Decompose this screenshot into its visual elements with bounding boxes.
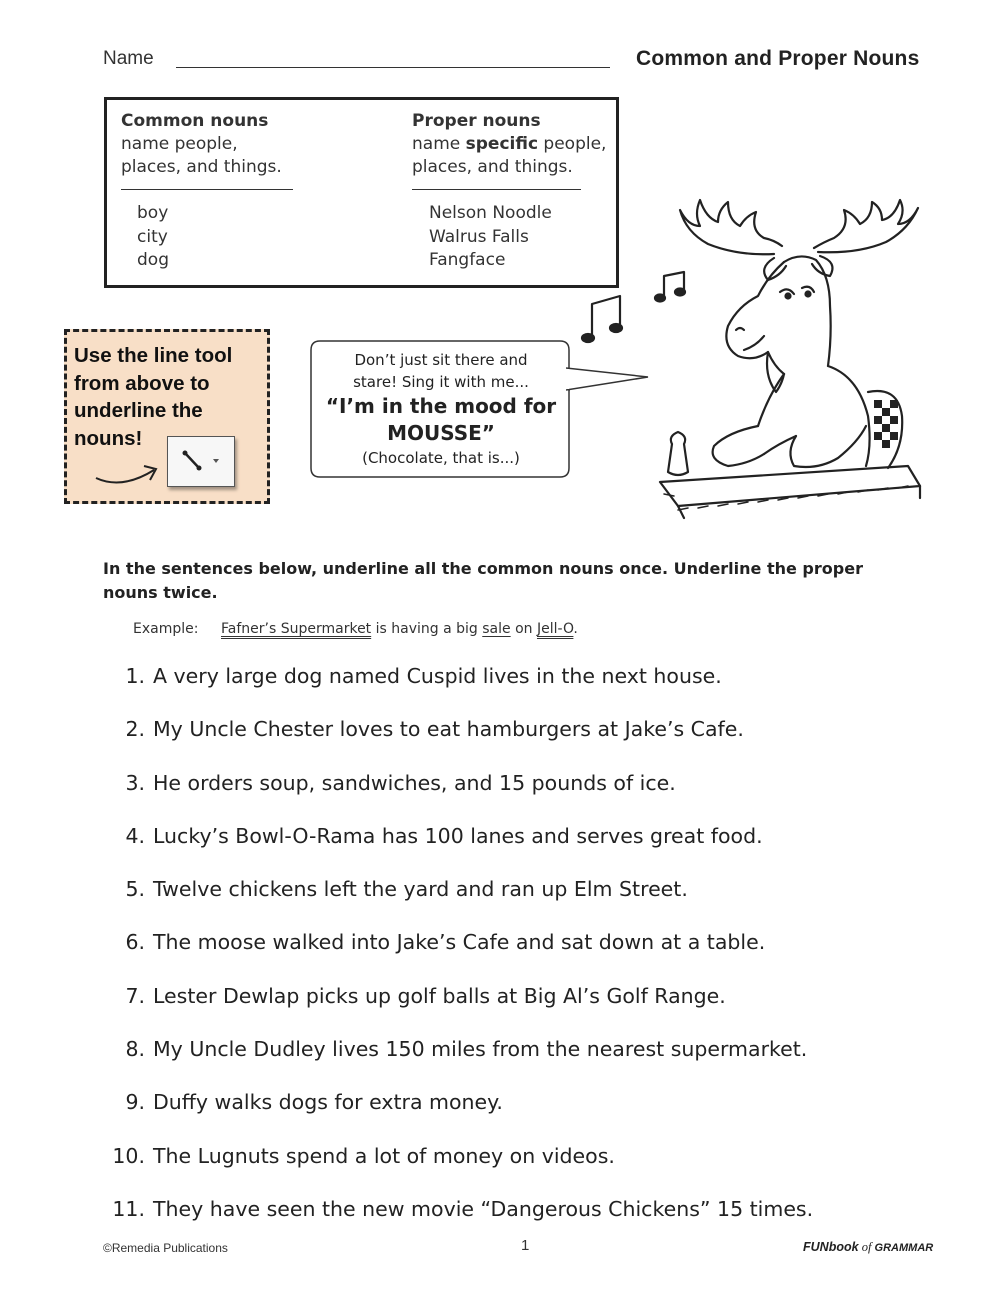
sentence-number: 3. (125, 770, 145, 795)
sentence-item[interactable] (103, 664, 983, 717)
sentence-number: 2. (125, 717, 145, 742)
book-title-fun: FUNbook (803, 1240, 859, 1254)
sentence-item[interactable] (103, 930, 983, 983)
proper-line1-pre: name (412, 134, 466, 154)
sentence-text[interactable]: The Lugnuts spend a lot of money on videos. (153, 1143, 615, 1168)
footer-book-title (803, 1240, 933, 1255)
common-nouns-line2: places, and things. (121, 157, 282, 177)
sentence-item[interactable] (103, 1037, 983, 1090)
sentence-text[interactable]: A very large dog named Cuspid lives in the next house. (153, 664, 722, 688)
proper-examples (429, 202, 552, 273)
proper-line1-bold: specific (465, 134, 539, 154)
proper-nouns-line2: places, and things. (412, 157, 573, 177)
proper-example: Nelson Noodle (429, 203, 552, 223)
bubble-line: MOUSSE” (387, 421, 495, 445)
example-sentence (133, 621, 578, 637)
sentence-number: 5. (125, 877, 145, 902)
sentence-number: 9. (125, 1090, 145, 1115)
speech-bubble-text (313, 349, 569, 469)
proper-example: Fangface (429, 250, 506, 270)
sentence-item[interactable] (103, 877, 983, 930)
sentence-text[interactable]: Duffy walks dogs for extra money. (153, 1090, 503, 1115)
moose-illustration (568, 196, 948, 526)
page-title: Common and Proper Nouns (636, 47, 920, 70)
tip-line: from above to (74, 371, 210, 395)
sentence-item[interactable] (103, 717, 983, 770)
common-example: boy (137, 203, 169, 223)
sentence-number: 6. (125, 930, 145, 955)
sentence-item[interactable] (103, 984, 983, 1037)
bubble-line: (Chocolate, that is...) (362, 449, 520, 467)
example-label: Example: (133, 621, 199, 637)
common-example: dog (137, 250, 169, 270)
sentence-text[interactable]: Lester Dewlap picks up golf balls at Big Al’s Golf Range. (153, 983, 726, 1008)
example-common-noun: sale (482, 621, 511, 637)
sentence-text[interactable]: Twelve chickens left the yard and ran up Elm Street. (153, 877, 688, 902)
sentence-text[interactable]: The moose walked into Jake’s Cafe and sat down at a table. (153, 930, 766, 955)
curved-arrow-icon (92, 452, 164, 492)
sentence-number: 1. (125, 664, 145, 688)
example-text: . (573, 621, 578, 637)
sentence-list (103, 664, 983, 1250)
tip-line: Use the line tool (74, 344, 233, 367)
proper-nouns-definition (412, 110, 606, 179)
book-title-grammar: GRAMMAR (874, 1242, 934, 1254)
proper-example: Walrus Falls (429, 226, 529, 247)
proper-nouns-line1 (412, 133, 606, 156)
bubble-line: stare! Sing it with me... (353, 373, 529, 391)
example-proper-noun: Fafner’s Supermarket (221, 621, 372, 637)
tip-line: underline the (74, 399, 203, 422)
sentence-item[interactable] (103, 824, 983, 877)
sentence-text[interactable]: He orders soup, sandwiches, and 15 pounds of ice. (153, 770, 676, 795)
example-proper-noun: Jell-O (536, 621, 574, 637)
sentence-number: 4. (125, 823, 145, 848)
sentence-text[interactable]: They have seen the new movie “Dangerous Chickens” 15 times. (153, 1196, 814, 1221)
common-divider (121, 189, 293, 190)
proper-line1-post: people, (538, 134, 607, 154)
tip-line: nouns! (74, 426, 143, 450)
footer-publisher: ©Remedia Publications (103, 1241, 228, 1255)
bubble-line: Don’t just sit there and (354, 351, 528, 369)
instructions: In the sentences below, underline all the common nouns once. Underline the proper nouns twice. (103, 559, 863, 602)
common-examples (137, 202, 169, 273)
sentence-text[interactable]: My Uncle Dudley lives 150 miles from the nearest supermarket. (153, 1037, 808, 1062)
sentence-number: 7. (125, 983, 145, 1008)
name-label: Name (103, 48, 154, 69)
sentence-number: 11. (112, 1196, 145, 1221)
proper-divider (412, 189, 581, 190)
example-text: is having a big (371, 621, 483, 637)
common-example: city (137, 226, 168, 247)
common-nouns-line1: name people, (121, 134, 238, 154)
sentence-text[interactable]: Lucky’s Bowl-O-Rama has 100 lanes and serves great food. (153, 823, 763, 848)
sentence-text[interactable]: My Uncle Chester loves to eat hamburgers at Jake’s Cafe. (153, 717, 744, 742)
book-title-of: of (858, 1240, 875, 1254)
name-field-line[interactable] (176, 67, 610, 68)
sentence-item[interactable] (103, 1144, 983, 1197)
line-tool-icon (168, 437, 233, 485)
sentence-number: 10. (112, 1143, 145, 1168)
sentence-item[interactable] (103, 771, 983, 824)
proper-nouns-heading: Proper nouns (412, 111, 541, 131)
common-nouns-definition (121, 110, 282, 179)
common-nouns-heading: Common nouns (121, 111, 269, 131)
page-number: 1 (521, 1237, 530, 1254)
example-text: on (510, 621, 537, 637)
sentence-item[interactable] (103, 1090, 983, 1143)
sentence-number: 8. (125, 1037, 145, 1062)
bubble-line: “I’m in the mood for (325, 394, 557, 418)
line-tool-button[interactable] (167, 436, 235, 487)
